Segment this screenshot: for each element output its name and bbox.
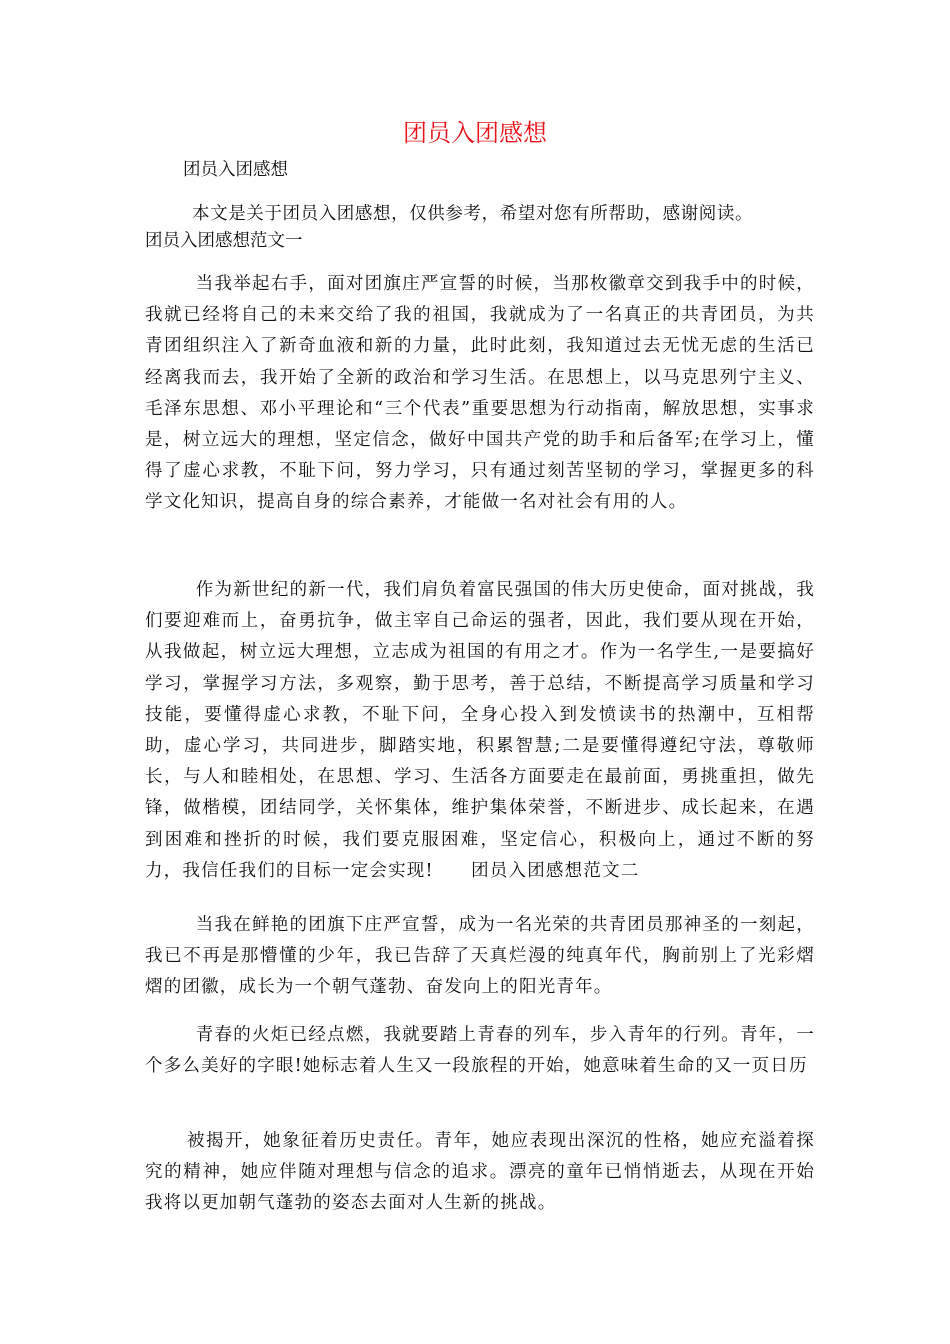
paragraph-4: 青春的火炬已经点燃，我就要踏上青春的列车，步入青年的行列。青年，一个多么美好的字眼!她标志着人生又一段旅程的开始，她意味着生命的又一页日历 [145,1025,815,1077]
paragraph-5: 被揭开，她象征着历史责任。青年，她应表现出深沉的性格，她应充溢着探究的精神，她应伴随对理想与信念的追求。漂亮的童年已悄悄逝去，从现在开始我将以更加朝气蓬勃的姿态去面对人生新的挑战。 [145,1131,815,1214]
paragraph-2: 作为新世纪的新一代，我们肩负着富民强国的伟大历史使命，面对挑战，我们要迎难而上，奋勇抗争，做主宰自己命运的强者，因此，我们要从现在开始，从我做起，树立远大理想，立志成为祖国的有用之才。作为一名学生,一是要搞好学习，掌握学习方法，多观察，勤于思考，善于总结，不断提高学习质量和学习技能，要懂得虚心求教，不耻下问，全身心投入到发愤读书的热潮中，互相帮助，虚心学习，共同进步，脚踏实地，积累智慧;二是要懂得遵纪守法，尊敬师长，与人和睦相处，在思想、学习、生活各方面要走在最前面，勇挑重担，做先锋，做楷模，团结同学，关怀集体，维护集体荣誉，不断进步、成长起来，在遇到困难和挫折的时候，我们要克服困难，坚定信心，积极向上，通过不断的努力，我信任我们的目标一定会实现! 团员入团感想范文二 [145,580,815,881]
document-title: 团员入团感想 [403,119,547,147]
paragraph-1: 当我举起右手，面对团旗庄严宣誓的时候，当那枚徽章交到我手中的时候，我就已经将自己的未来交给了我的祖国，我就成为了一名真正的共青团员，为共青团组织注入了新奇血液和新的力量，此时此刻，我知道过去无忧无虑的生活已经离我而去，我开始了全新的政治和学习生活。在思想上，以马克思列宁主义、毛泽东思想、邓小平理论和“三个代表”重要思想为行动指南，解放思想，实事求是，树立远大的理想，坚定信念，做好中国共产党的助手和后备军;在学习上，懂得了虚心求教，不耻下问，努力学习，只有通过刻苦坚韧的学习，掌握更多的科学文化知识，提高自身的综合素养，才能做一名对社会有用的人。 [145,274,815,513]
document-subtitle: 团员入团感想 [183,160,288,180]
paragraph-3: 当我在鲜艳的团旗下庄严宣誓，成为一名光荣的共青团员那神圣的一刻起，我已不再是那懵懂的少年，我已告辞了天真烂漫的纯真年代，胸前别上了光彩熠熠的团徽，成长为一个朝气蓬勃、奋发向上的阳光青年。 [145,915,815,998]
sample1-heading: 团员入团感想范文一 [145,231,303,251]
intro-text: 本文是关于团员入团感想，仅供参考，希望对您有所帮助，感谢阅读。 [192,204,754,224]
